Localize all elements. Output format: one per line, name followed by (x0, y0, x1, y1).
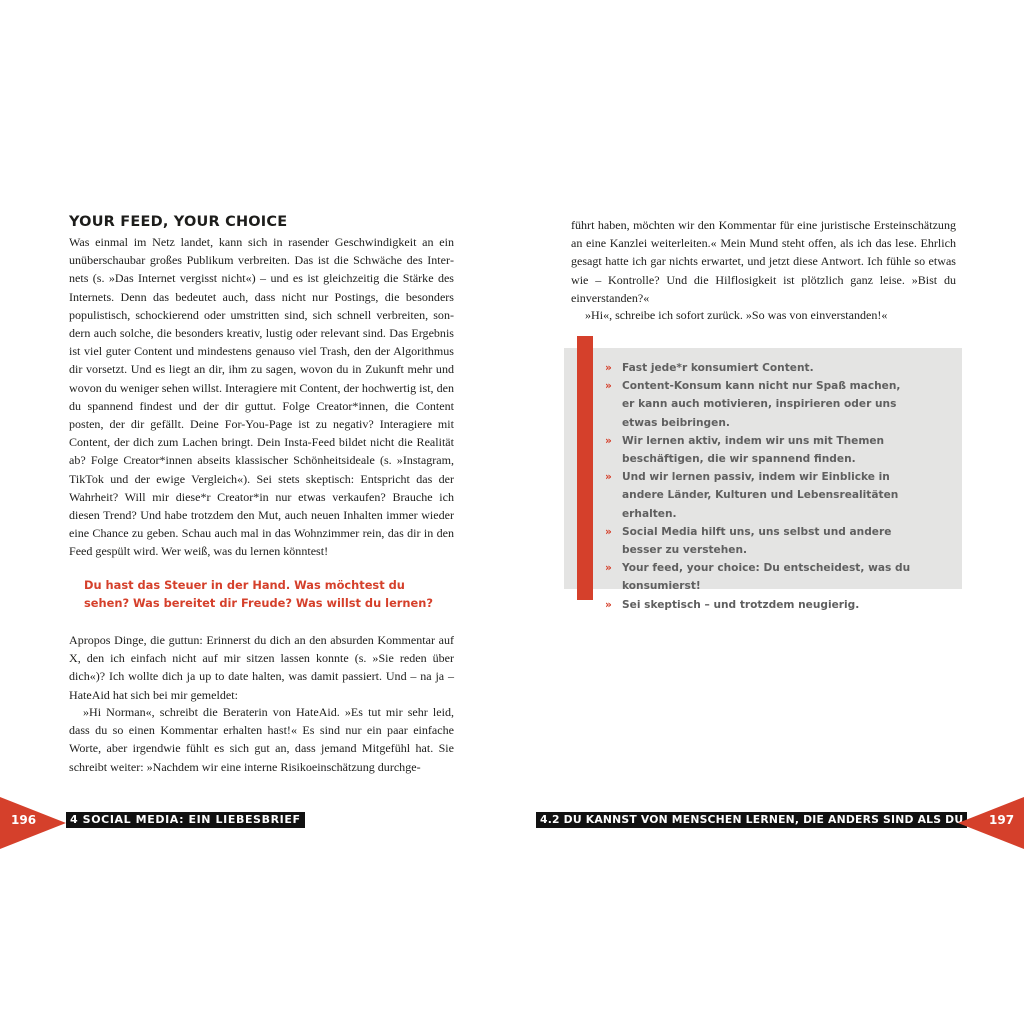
summary-accent-bar (577, 336, 593, 600)
running-header: 4.2 DU KANNST VON MENSCHEN LERNEN, DIE ANDERS SIND ALS DU (536, 812, 967, 828)
body-paragraph: Apropos Dinge, die guttun: Erinnerst du dich an den absurden Kommentar auf X, den ich einfach nicht auf mir sitzen lassen konnte (s. »Sie reden über dich«)? Ich wollte dich ja up to date halten, was damit passiert. Und – na ja – HateAid hat sich bei mir gemeldet: (69, 633, 454, 702)
guillemet-bullet-icon: » (605, 362, 612, 374)
summary-item (605, 596, 911, 614)
summary-item-text: Und wir lernen passiv, indem wir Einblicke in andere Länder, Kulturen und Lebensrealitäten erhalten. (622, 471, 899, 520)
guillemet-bullet-icon: » (605, 525, 612, 538)
summary-item (605, 523, 911, 559)
summary-item (605, 468, 911, 523)
body-paragraph: »Hi«, schreibe ich sofort zurück. »So was von einverstanden!« (585, 308, 888, 322)
summary-item-text: Wir lernen aktiv, indem wir uns mit Themen beschäftigen, die wir spannend finden. (622, 434, 885, 466)
summary-list (605, 359, 911, 614)
section-heading: YOUR FEED, YOUR CHOICE (69, 214, 288, 230)
body-paragraph: führt haben, möchten wir den Kommentar für eine juristische Ersteinschätzung an eine Kanzlei weiterleiten.« Mein Mund steht offen, als ich das lese. Ehrlich gesagt hatte ich gar nichts erwartet, und jetzt diese Antwort. Ich fühle so etwas wie – Kontrolle? Und die Hilflosigkeit ist plötzlich ganz leise. »Bist du einverstanden?« (571, 218, 956, 305)
guillemet-bullet-icon: » (605, 598, 612, 611)
guillemet-bullet-icon: » (605, 434, 612, 447)
page-number: 196 (11, 813, 37, 827)
summary-item (605, 559, 911, 595)
summary-item (605, 377, 911, 432)
running-header: 4 SOCIAL MEDIA: EIN LIEBESBRIEF (66, 812, 305, 828)
guillemet-bullet-icon: » (605, 471, 612, 484)
summary-item-text: Content-Konsum kann nicht nur Spaß machen, er kann auch motivieren, inspirieren oder uns etwas beibringen. (622, 380, 901, 429)
guillemet-bullet-icon: » (605, 380, 612, 393)
summary-item-text: Sei skeptisch – und trotzdem neugierig. (622, 598, 860, 611)
guillemet-bullet-icon: » (605, 562, 612, 575)
callout-text: Du hast das Steuer in der Hand. Was möchtest du sehen? Was bereitet dir Freude? Was willst du lernen? (84, 578, 433, 611)
summary-item (605, 432, 911, 468)
summary-item-text: Your feed, your choice: Du entscheidest, was du konsumierst! (622, 562, 911, 593)
body-paragraph: Was einmal im Netz landet, kann sich in rasender Geschwindigkeit an ein unüberschaubar großes Publikum verbreiten. Das ist die Schwäche des Internets (s. »Das Internet vergisst nicht«) – und es ist gleichzeitig die Stärke des Internets. Denn das bedeutet auch, dass nicht nur Postings, die besonders populistisch, schockierend oder umstritten sind, sich schnell verbreiten, sondern auch solche, die besonders kreativ, lustig oder relevant sind. Das Ergebnis ist viel guter Content und mindestens genauso viel Trash, den der Algorithmus dir vorsetzt. Und es liegt an dir, ihm zu sagen, wovon du in Zukunft mehr und wovon du weniger sehen willst. Interagiere mit Content, der hochwertig ist, den du spannend findest und der dir guttut. Folge Creator*innen, die Content posten, der dir gefällt. Deine For-You-Page ist zu negativ? Interagiere mit Content, der dich zum Lachen bringt. Dein Insta-Feed bildet nicht die Realität ab? Folge Creator*innen abseits klassischer Schönheitsideale (s. »Instagram, TikTok und der ewige Vergleich«). Sei stets skeptisch: Entspricht das der Wahrheit? Will mir diese*r Creator*in nur etwas verkaufen? Brauche ich diesen Trend? Und habe trotzdem den Mut, auch neuen Inhalten immer wieder eine Chance zu geben. Schau auch mal in das Wohnzimmer rein, das dir in den Feed gespült wird. Wer weiß, was du lernen könntest! (69, 235, 454, 559)
body-paragraph: »Hi Norman«, schreibt die Beraterin von HateAid. »Es tut mir sehr leid, dass du so einen Kommentar erhalten hast!« Es sind nur ein paar einfache Worte, aber irgendwie fühlt es sich gut an, dass jemand Mitgefühl hat. Sie schreibt weiter: »Nachdem wir eine interne Risikoeinschätzung durchge- (69, 705, 454, 774)
summary-item (605, 359, 911, 377)
summary-item-text: Social Media hilft uns, uns selbst und andere besser zu verstehen. (622, 525, 892, 557)
page-number: 197 (989, 813, 1015, 827)
summary-item-text: Fast jede*r konsumiert Content. (622, 362, 814, 374)
